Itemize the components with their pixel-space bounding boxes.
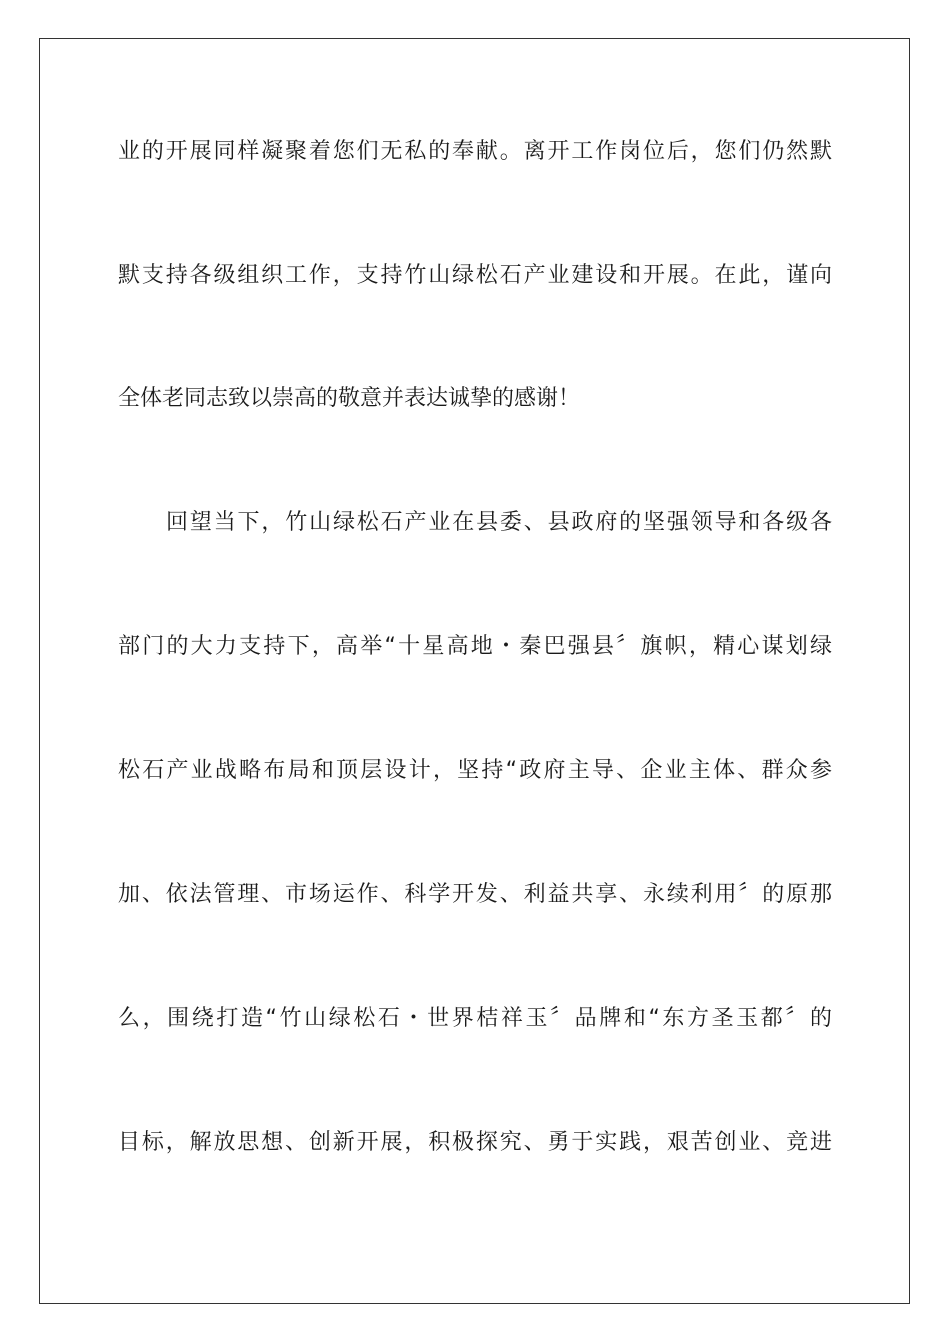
paragraph-2-line-1: 回望当下，竹山绿松石产业在县委、县政府的坚强领导和各级各: [166, 510, 832, 535]
paragraph-2-line-4: 加、依法管理、市场运作、科学开发、利益共享、永续利用〞的原那: [118, 882, 832, 907]
page-frame: [39, 38, 910, 1304]
paragraph-1-line-2: 默支持各级组织工作，支持竹山绿松石产业建设和开展。在此，谨向: [118, 263, 832, 288]
paragraph-2-line-3: 松石产业战略布局和顶层设计，坚持“政府主导、企业主体、群众参: [118, 758, 832, 783]
paragraph-1-line-1: 业的开展同样凝聚着您们无私的奉献。离开工作岗位后，您们仍然默: [118, 139, 832, 164]
paragraph-2-line-2: 部门的大力支持下，高举“十星高地・秦巴强县〞旗帜，精心谋划绿: [118, 634, 832, 659]
paragraph-2-line-6: 目标，解放思想、创新开展，积极探究、勇于实践，艰苦创业、竞进: [118, 1130, 832, 1155]
paragraph-2-line-5: 么，围绕打造“竹山绿松石・世界桔祥玉〞品牌和“东方圣玉都〞的: [118, 1006, 832, 1031]
paragraph-1-line-3: 全体老同志致以崇高的敬意并表达诚挚的感谢！: [118, 386, 581, 411]
